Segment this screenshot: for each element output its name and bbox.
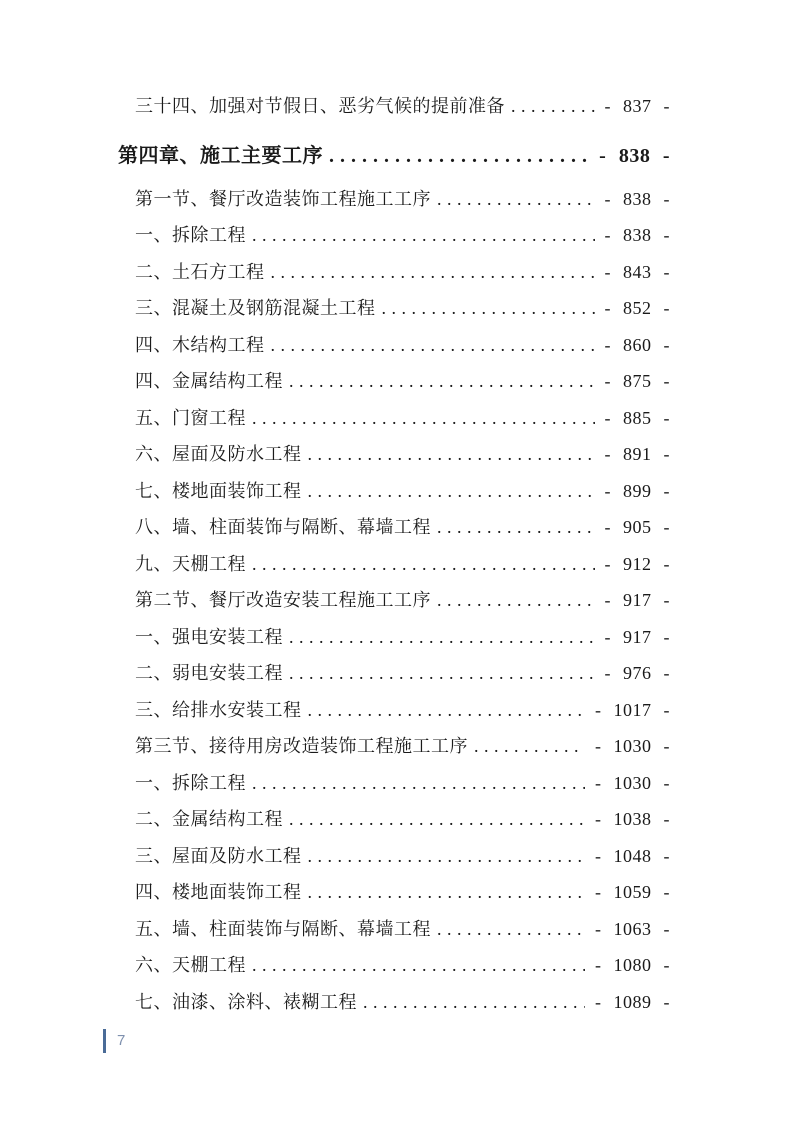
toc-page-number: - 1063 - <box>595 918 670 939</box>
footer-accent-bar <box>103 1029 106 1053</box>
toc-page-number: - 1017 - <box>595 699 670 720</box>
toc-entry-title: 三十四、加强对节假日、恶劣气候的提前准备 <box>135 96 505 116</box>
toc-entry-title: 三、混凝土及钢筋混凝土工程 <box>135 298 376 318</box>
toc-section-entry[interactable] <box>118 181 670 218</box>
toc-page-number: - 1038 - <box>595 809 670 829</box>
toc-entry-title: 三、给排水安装工程 <box>135 699 302 720</box>
toc-dot-leader <box>363 984 585 1021</box>
toc-entry[interactable] <box>118 473 670 510</box>
toc-entry[interactable] <box>118 692 670 729</box>
toc-entry[interactable] <box>118 984 670 1021</box>
toc-entry-title: 四、木结构工程 <box>135 334 265 355</box>
toc-page-number: - 1048 - <box>595 845 670 866</box>
toc-dot-leader <box>474 728 585 765</box>
toc-entry[interactable] <box>118 327 670 364</box>
toc-entry[interactable] <box>118 619 670 656</box>
toc-dot-leader <box>308 473 595 510</box>
toc-dot-leader <box>252 765 585 802</box>
toc-entry-title: 二、土石方工程 <box>135 261 265 282</box>
toc-entry-title: 九、天棚工程 <box>135 553 246 574</box>
toc-dot-leader <box>511 88 595 125</box>
toc-page-number: - 891 - <box>604 444 670 464</box>
toc-section-entry[interactable] <box>118 728 670 765</box>
toc-dot-leader <box>271 327 595 364</box>
toc-dot-leader <box>382 290 595 327</box>
toc-page-number: - 917 - <box>604 626 670 647</box>
toc-page-number: - 976 - <box>604 663 670 683</box>
toc-entry-title: 第一节、餐厅改造装饰工程施工工序 <box>135 188 431 209</box>
toc-entry-title: 四、金属结构工程 <box>135 371 283 391</box>
toc-section-entry[interactable] <box>118 582 670 619</box>
toc-page-number: - 885 - <box>604 407 670 428</box>
toc-dot-leader <box>289 363 595 400</box>
toc-entry-title: 一、强电安装工程 <box>135 626 283 647</box>
toc-page-number: - 1089 - <box>595 991 670 1012</box>
toc-chapter-entry[interactable] <box>118 131 670 181</box>
toc-page-number: - 843 - <box>604 261 670 282</box>
footer-page-number: 7 <box>117 1032 126 1049</box>
toc-page-number: - 837 - <box>604 96 670 116</box>
toc-entry-title: 第四章、施工主要工序 <box>118 144 323 167</box>
toc-dot-leader <box>289 801 585 838</box>
toc-entry-title: 六、天棚工程 <box>135 955 246 975</box>
toc-page-number: - 1059 - <box>595 882 670 902</box>
toc-entry-title: 二、弱电安装工程 <box>135 663 283 683</box>
toc-dot-leader <box>271 254 595 291</box>
toc-entry[interactable] <box>118 838 670 875</box>
toc-entry[interactable] <box>118 400 670 437</box>
toc-dot-leader <box>252 400 595 437</box>
toc-entry[interactable] <box>118 217 670 254</box>
toc-dot-leader <box>252 947 585 984</box>
toc-entry[interactable] <box>118 254 670 291</box>
toc-entry-title: 五、门窗工程 <box>135 407 246 428</box>
toc-entry-title: 七、楼地面装饰工程 <box>135 480 302 501</box>
toc-dot-leader <box>308 874 586 911</box>
toc-dot-leader <box>329 131 589 181</box>
toc-entry[interactable] <box>118 911 670 948</box>
toc-entry[interactable] <box>118 947 670 984</box>
toc-dot-leader <box>252 546 595 583</box>
toc-page-number: - 1080 - <box>595 955 670 975</box>
toc-dot-leader <box>289 619 595 656</box>
toc-entry-title: 三、屋面及防水工程 <box>135 845 302 866</box>
toc-entry-title: 一、拆除工程 <box>135 225 246 245</box>
toc-dot-leader <box>308 838 586 875</box>
toc-entry-title: 四、楼地面装饰工程 <box>135 882 302 902</box>
toc-page-number: - 899 - <box>604 480 670 501</box>
toc-page-number: - 905 - <box>604 517 670 537</box>
toc-entry-title: 七、油漆、涂料、裱糊工程 <box>135 991 357 1012</box>
toc-page-number: - 917 - <box>604 590 670 610</box>
toc-page-number: - 875 - <box>604 371 670 391</box>
toc-dot-leader <box>308 436 595 473</box>
toc-page-number: - 1030 - <box>595 736 670 756</box>
toc-entry-title: 第二节、餐厅改造安装工程施工工序 <box>135 590 431 610</box>
toc-entry[interactable] <box>118 655 670 692</box>
toc-page-number: - 912 - <box>604 553 670 574</box>
toc-entry-title: 一、拆除工程 <box>135 772 246 793</box>
toc-entry[interactable] <box>118 509 670 546</box>
toc-dot-leader <box>289 655 595 692</box>
toc-entry[interactable] <box>118 546 670 583</box>
page-footer <box>103 1029 125 1053</box>
toc-dot-leader <box>308 692 586 729</box>
toc-entry[interactable] <box>118 290 670 327</box>
toc-entry[interactable] <box>118 801 670 838</box>
toc-dot-leader <box>437 509 595 546</box>
toc-entry[interactable] <box>118 88 670 125</box>
toc-entry-title: 五、墙、柱面装饰与隔断、幕墙工程 <box>135 918 431 939</box>
toc-entry[interactable] <box>118 765 670 802</box>
toc-page-number: - 1030 - <box>595 772 670 793</box>
toc-dot-leader <box>437 181 595 218</box>
toc-dot-leader <box>437 911 585 948</box>
toc-page-number: - 838 - <box>599 144 670 167</box>
toc-page-number: - 852 - <box>604 298 670 318</box>
toc-entry-title: 二、金属结构工程 <box>135 809 283 829</box>
toc-page-number: - 860 - <box>604 334 670 355</box>
toc-entry-title: 第三节、接待用房改造装饰工程施工工序 <box>135 736 468 756</box>
toc-page-number: - 838 - <box>604 188 670 209</box>
toc-dot-leader <box>437 582 595 619</box>
toc-entry[interactable] <box>118 363 670 400</box>
toc-page-number: - 838 - <box>604 225 670 245</box>
toc-entry-title: 六、屋面及防水工程 <box>135 444 302 464</box>
toc-entry[interactable] <box>118 436 670 473</box>
toc-dot-leader <box>252 217 595 254</box>
toc-entry[interactable] <box>118 874 670 911</box>
toc-entry-title: 八、墙、柱面装饰与隔断、幕墙工程 <box>135 517 431 537</box>
